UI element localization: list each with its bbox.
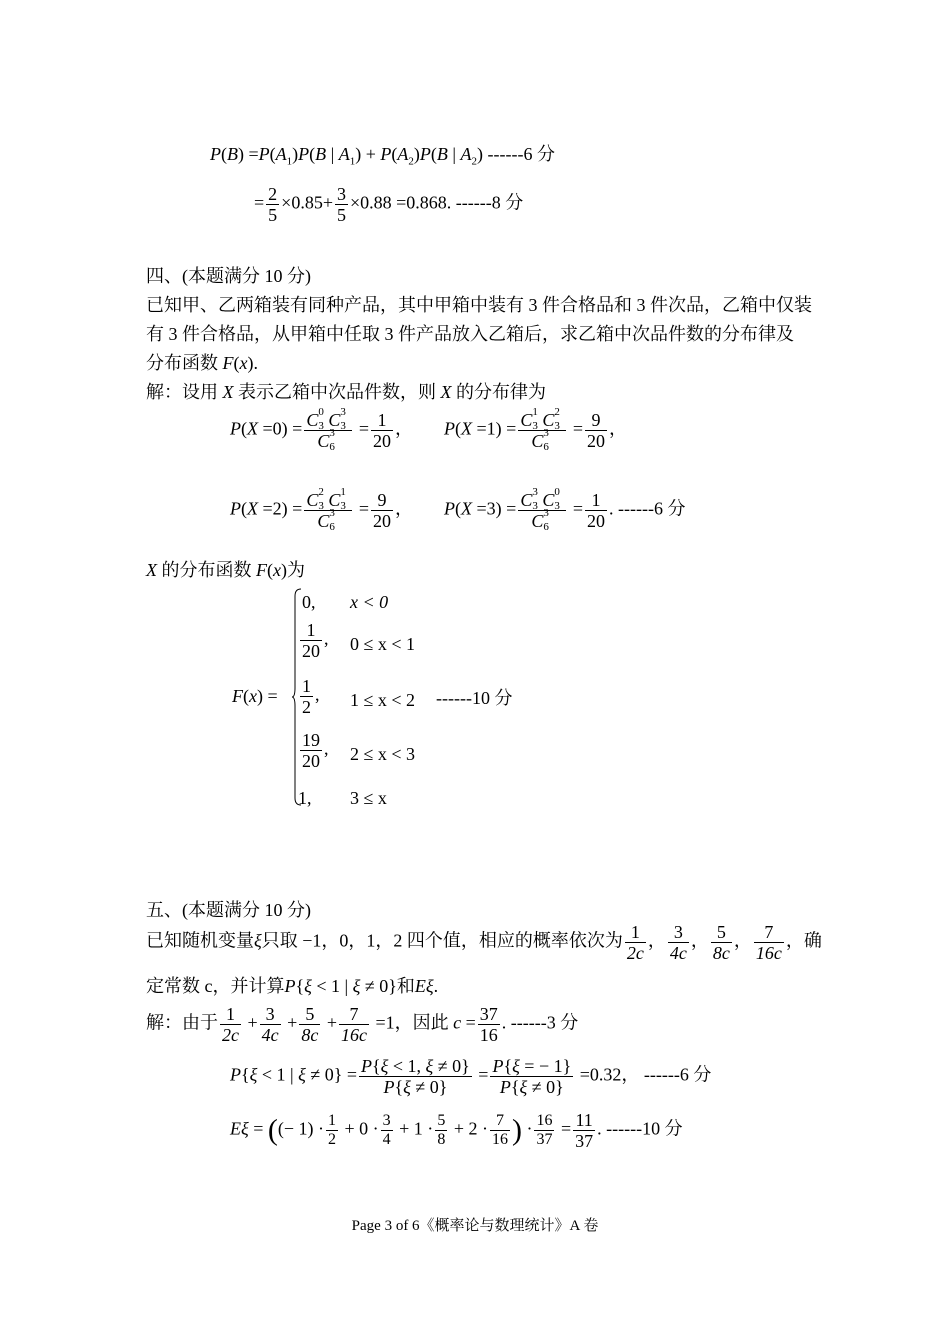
pmf-x3: P(X =3) = C 3 3 C 0 3 C 3 6 = $\frac{1}{20}$ . ------6 分 bbox=[444, 486, 686, 533]
total-probability-formula: $P(B) =P(A_1)P(B$ | $A_1) + P(A_2)P(B$ | $A_2$) ------6 分 bbox=[210, 144, 555, 168]
cdf-cond-3: 1 ≤ x < 2 bbox=[350, 690, 416, 710]
cdf-cond-5: 3 ≤ x bbox=[350, 788, 387, 808]
score-6c: ------6 分 bbox=[643, 1064, 712, 1085]
cdf-case-3: $\frac{1}{2}$ , bbox=[302, 676, 320, 717]
score-3: . ------3 分 bbox=[501, 1012, 579, 1033]
prob-3: $\frac{5}{8c}$ bbox=[712, 922, 730, 963]
cdf-lhs: F(x) = bbox=[232, 686, 278, 706]
cdf-case-5: 1, bbox=[298, 788, 312, 808]
prob-4: $\frac{7}{16c}$ bbox=[755, 922, 782, 963]
score-10: ------10 分 bbox=[436, 688, 513, 708]
pmf-x1: P(X =1) = C 1 3 C 2 3 C 3 6 = $\frac{9}{20}$ ， bbox=[444, 406, 627, 453]
section-4-solution-intro: 解：设用 X 表示乙箱中次品件数，则 X 的分布律为 bbox=[146, 382, 546, 402]
section-5-problem-line1: 已知随机变量ξ只取 −1，0，1，2 四个值，相应的概率依次为 $\frac{1}{2c}$ ， $\frac{3}{4c}$ ， $\frac{5}{8c}$ ， $\frac{7}{16c}$ ，确 bbox=[146, 922, 822, 963]
score-8: ------8 分 bbox=[455, 192, 524, 213]
cdf-cond-1: x < 0 bbox=[350, 592, 389, 612]
fraction-2-5: $\frac{2}{5}$ bbox=[268, 184, 278, 225]
pmf-x2: P(X =2) = C 2 3 C 1 3 C 3 6 = $\frac{9}{20}$ ， bbox=[230, 486, 413, 533]
score-6: ------6 分 bbox=[487, 144, 555, 164]
cdf-case-1: 0, bbox=[302, 592, 316, 612]
cdf-intro: X 的分布函数 F(x)为 bbox=[146, 560, 305, 580]
prob-2: $\frac{3}{4c}$ bbox=[669, 922, 687, 963]
section-5-problem-line2: 定常数 c，并计算P{ξ < 1 | ξ ≠ 0}和Eξ. bbox=[146, 976, 439, 996]
section-5-header: 五、(本题满分 10 分) bbox=[146, 900, 311, 920]
total-probability-calc: = $\frac{2}{5}$ ×0.85+ $\frac{3}{5}$ ×0.88 =0.868. ------8 分 bbox=[254, 184, 524, 225]
section-5-solution-3: Eξ = ((− 1) · $\frac{1}{2}$ + 0 · $\frac{3}{4}$ + 1 · $\frac{5}{8}$ + 2 · $\frac{7}{16}$ ) · $\frac{16}{37}$ = $\frac{11}{37}$ . ------10 分 bbox=[230, 1110, 683, 1151]
section-5-solution-1: 解：由于 $\frac{1}{2c}$ + $\frac{3}{4c}$ + $\frac{5}{8c}$ + $\frac{7}{16c}$ =1，因此 c = $\frac{37}{16}$ . ------3 分 bbox=[146, 1004, 579, 1045]
page-footer: Page 3 of 6《概率论与数理统计》A 卷 bbox=[351, 1218, 599, 1234]
section-4-header: 四、(本题满分 10 分) bbox=[146, 266, 311, 286]
cdf-cond-4: 2 ≤ x < 3 bbox=[350, 744, 416, 764]
section-5-solution-2: P{ξ < 1 | ξ ≠ 0} = $\frac{P\{\xi < 1, \xi \ne 0\}}{P\{\xi \ne 0\}}$ = $\frac{P\{\xi = - 1\}}{P\{\xi \ne 0\}}$ =0.32， ------6 分 bbox=[230, 1056, 712, 1097]
cdf-case-4: $\frac{19}{20}$ , bbox=[302, 730, 329, 771]
score-6b: ------6 分 bbox=[618, 498, 686, 519]
cdf-case-2: $\frac{1}{20}$ , bbox=[302, 620, 329, 661]
fraction-3-5: $\frac{3}{5}$ bbox=[336, 184, 346, 225]
section-4-problem-line1: 已知甲、乙两箱装有同种产品，其中甲箱中装有 3 件合格品和 3 件次品，乙箱中仅装 bbox=[146, 295, 812, 315]
section-4-problem-line3: 分布函数 F(x). bbox=[146, 353, 258, 373]
score-10b: . ------10 分 bbox=[597, 1118, 683, 1139]
pmf-x0: P(X =0) = C 0 3 C 3 3 C 3 6 = $\frac{1}{20}$ ， bbox=[230, 406, 413, 453]
cdf-cond-2: 0 ≤ x < 1 bbox=[350, 634, 416, 654]
prob-1: $\frac{1}{2c}$ bbox=[626, 922, 644, 963]
section-4-problem-line2: 有 3 件合格品，从甲箱中任取 3 件产品放入乙箱后，求乙箱中次品件数的分布律及 bbox=[146, 324, 794, 344]
